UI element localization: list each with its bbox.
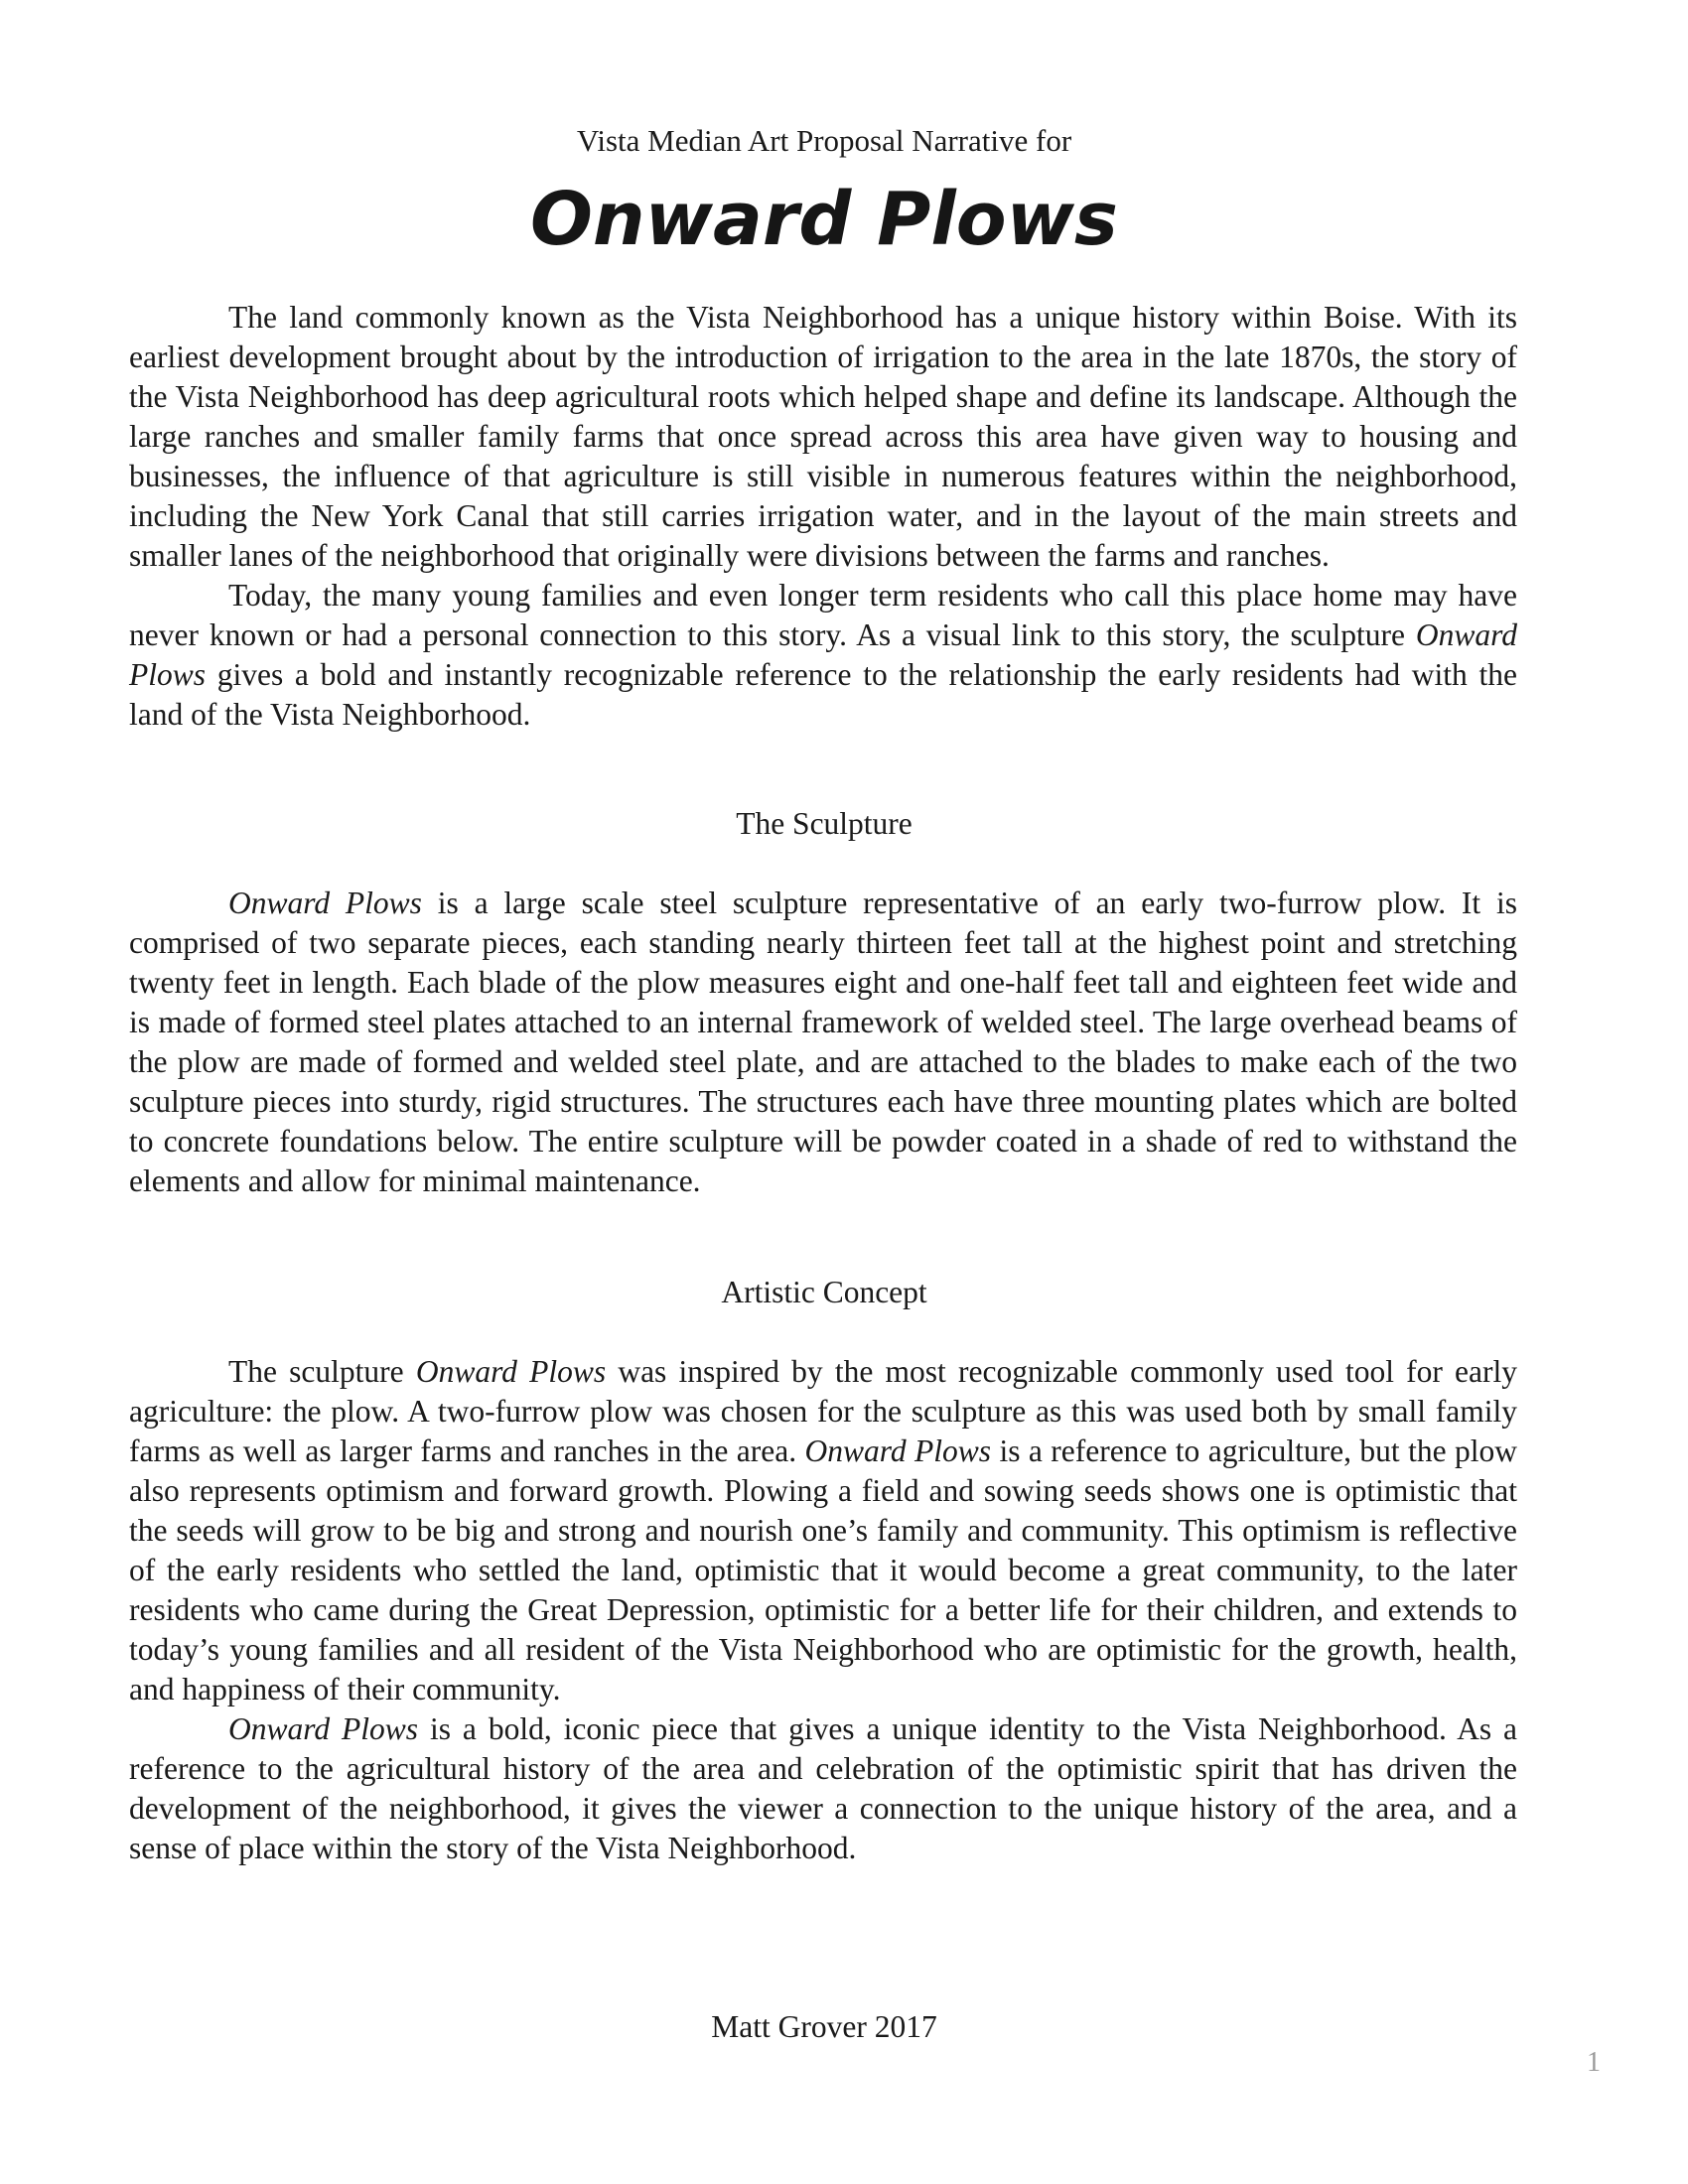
concept-paragraph-1-text-b: was inspired by the most recognizable commonly used tool for early agriculture: the plow. A two-furrow plow was chosen for the sculpture as this was used both by small family farms as well as larger farms and ranches in the area. <box>129 1354 1518 1468</box>
sculpture-name-emphasis: Onward Plows <box>228 1711 419 1746</box>
intro-paragraph-2-text-b: gives a bold and instantly recognizable reference to the relationship the early residents had with the land of the Vista Neighborhood. <box>129 657 1517 732</box>
document-title: Onward Plows <box>530 177 1118 262</box>
concept-paragraph-2 <box>129 1709 1517 1868</box>
intro-section <box>129 298 1517 735</box>
sculpture-paragraph-1-text: is a large scale steel sculpture representative of an early two-furrow plow. It is comprised of two separate pieces, each standing nearly thirteen feet tall at the highest point and stretching twenty feet in length. Each blade of the plow measures eight and one-half feet tall and eighteen feet wide and is made of formed steel plates attached to an internal framework of welded steel. The large overhead beams of the plow are made of formed and welded steel plate, and are attached to the blades to make each of the two sculpture pieces into sturdy, rigid structures. The structures each have three mounting plates which are bolted to concrete foundations below. The entire sculpture will be powder coated in a shade of red to withstand the elements and allow for minimal maintenance. <box>129 886 1517 1198</box>
intro-paragraph-1-text: The land commonly known as the Vista Neighborhood has a unique history within Boise. With its earliest development brought about by the introduction of irrigation to the area in the late 1870s, the story of the Vista Neighborhood has deep agricultural roots which helped shape and define its landscape. Although the large ranches and smaller family farms that once spread across this area have given way to housing and businesses, the influence of that agriculture is still visible in numerous features within the neighborhood, including the New York Canal that still carries irrigation water, and in the layout of the main streets and smaller lanes of the neighborhood that originally were divisions between the farms and ranches. <box>129 300 1517 573</box>
intro-paragraph-2 <box>129 576 1517 735</box>
section-heading-sculpture: The Sculpture <box>736 806 913 841</box>
author-signature: Matt Grover 2017 <box>711 2009 937 2044</box>
intro-paragraph-1 <box>129 298 1517 576</box>
sculpture-paragraph-1 <box>129 884 1517 1201</box>
page-number: 1 <box>1587 2047 1601 2078</box>
sculpture-name-emphasis: Onward Plows <box>415 1354 607 1389</box>
sculpture-section <box>129 884 1517 1201</box>
sculpture-name-emphasis: Onward Plows <box>129 617 1517 692</box>
concept-paragraph-1-text-c: is a reference to agriculture, but the plow also represents optimism and forward growth. Plowing a field and sowing seeds shows one is optimistic that the seeds will grow to be big and strong and nourish one’s family and community. This optimism is reflective of the early residents who settled the land, optimistic that it would become a great community, to the later residents who came during the Great Depression, optimistic for a better life for their children, and extends to today’s young families and all resident of the Vista Neighborhood who are optimistic for the growth, health, and happiness of their community. <box>129 1433 1517 1706</box>
document-subtitle: Vista Median Art Proposal Narrative for <box>576 123 1072 158</box>
concept-paragraph-2-text: is a bold, iconic piece that gives a unique identity to the Vista Neighborhood. As a reference to the agricultural history of the area and celebration of the optimistic spirit that has driven the development of the neighborhood, it gives the viewer a connection to the unique history of the area, and a sense of place within the story of the Vista Neighborhood. <box>129 1711 1517 1865</box>
concept-paragraph-1 <box>129 1352 1517 1709</box>
concept-section <box>129 1352 1517 1868</box>
section-heading-concept: Artistic Concept <box>721 1275 927 1309</box>
sculpture-name-emphasis: Onward Plows <box>228 886 422 920</box>
concept-paragraph-1-text-a: The sculpture <box>228 1354 416 1389</box>
intro-paragraph-2-text-a: Today, the many young families and even longer term residents who call this place home may have never known or had a personal connection to this story. As a visual link to this story, the sculpture <box>129 578 1517 652</box>
sculpture-name-emphasis: Onward Plows <box>804 1433 992 1468</box>
